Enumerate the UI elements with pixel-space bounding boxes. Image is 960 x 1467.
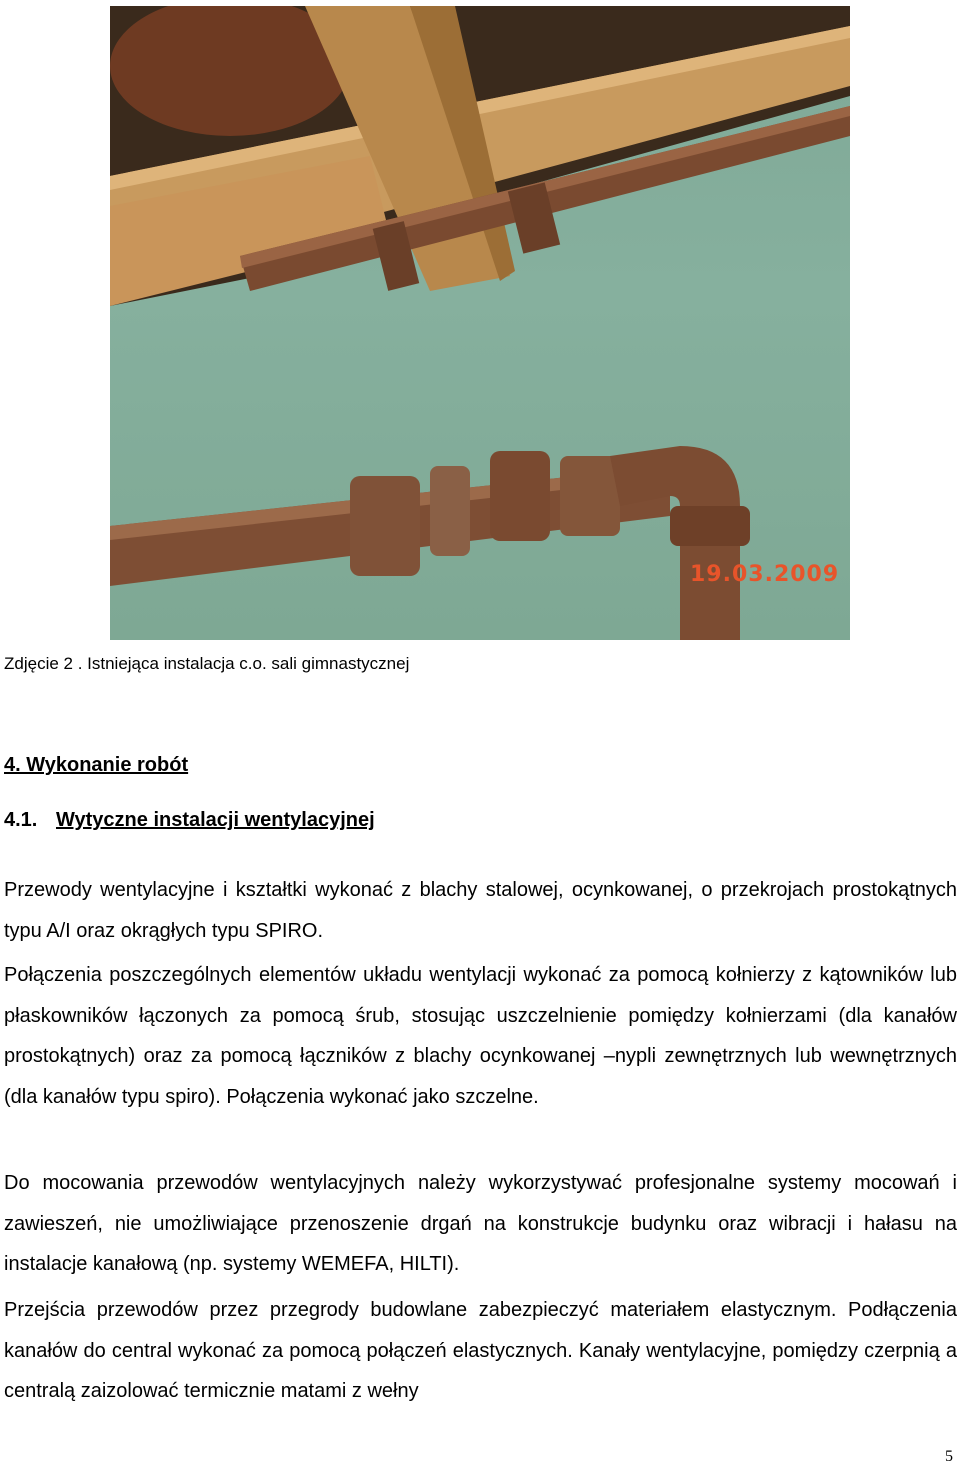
- photo-caption: Zdjęcie 2 . Istniejąca instalacja c.o. sali gimnastycznej: [4, 654, 410, 673]
- section-4-1-number: 4.1.: [4, 809, 38, 831]
- section-4-title: 4. Wykonanie robót: [4, 754, 189, 776]
- photo-illustration: [110, 6, 850, 640]
- paragraph-connections: Połączenia poszczególnych elementów układu wentylacji wykonać za pomocą kołnierzy z kątowników lub płaskowników łączonych za pomocą śrub, stosując uszczelnienie pomiędzy kołnierzami (dla kanałów prostokątnych) oraz za pomocą łączników z blachy ocynkowanej –nypli zewnętrznych lub wewnętrznych (dla kanałów typu spiro). Połączenia wykonać jako szczelne.: [4, 964, 957, 1108]
- paragraph-penetrations: Przejścia przewodów przez przegrody budowlane zabezpieczyć materiałem elastycznym. Podłączenia kanałów do central wykonać za pomocą połączeń elastycznych. Kanały wentylacyjne, pomiędzy czerpnią a centralą zaizolować termicznie matami z wełny: [4, 1299, 957, 1403]
- section-4-1-title: Wytyczne instalacji wentylacyjnej: [56, 809, 375, 831]
- paragraph-mounting: Do mocowania przewodów wentylacyjnych należy wykorzystywać profesjonalne systemy mocowań i zawieszeń, nie umożliwiające przenoszenie drgań na konstrukcje budynku oraz wibracji i hałasu na instalacje kanałową (np. systemy WEMEFA, HILTI).: [4, 1172, 957, 1276]
- section-heading-4: [4, 754, 188, 777]
- paragraph-materials: Przewody wentylacyjne i kształtki wykonać z blachy stalowej, ocynkowanej, o przekrojach prostokątnych typu A/I oraz okrągłych typu SPIRO.: [4, 879, 957, 942]
- section-heading-4-1: [4, 809, 375, 832]
- page-number: 5: [945, 1448, 953, 1465]
- photo-date-stamp: 19.03.2009: [690, 562, 840, 587]
- heating-pipes-photo: [110, 6, 850, 640]
